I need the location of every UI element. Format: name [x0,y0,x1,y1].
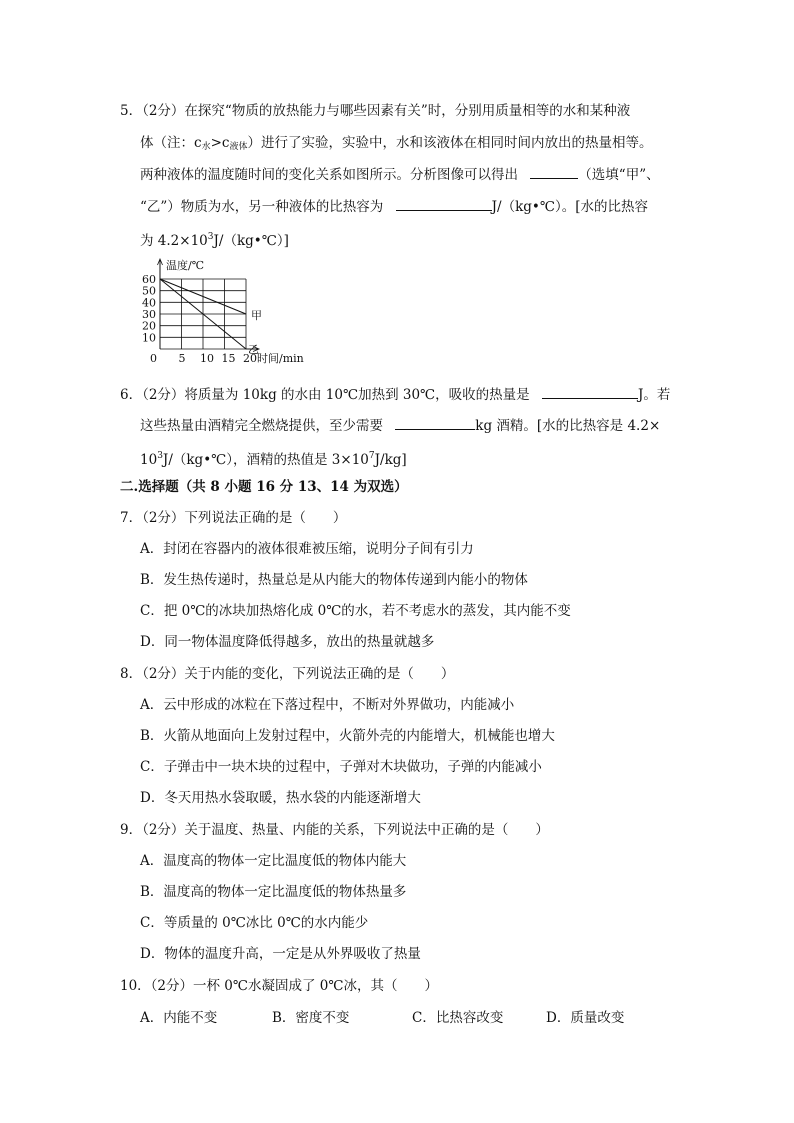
q5-line-1 [120,101,630,121]
q6-text: 6．（2分）将质量为 10kg 的水由 10℃加热到 30℃，吸收的热量是 [120,387,530,403]
q6-superscript: 3 [157,451,163,461]
q8-option-b[interactable]: B．火箭从地面向上发射过程中，火箭外壳的内能增大，机械能也增大 [140,728,555,744]
y-axis-label: 温度/℃ [166,259,205,272]
q6-superscript: 7 [368,451,375,461]
q6-text: J/kg] [374,452,407,468]
q6-text: J/（kg•℃），酒精的热值是 3×10 [162,452,369,468]
q9-option-d[interactable]: D．物体的温度升高，一定是从外界吸收了热量 [140,946,421,962]
q9-stem: 9．（2分）关于温度、热量、内能的关系，下列说法中正确的是（ ） [120,822,549,838]
q7-option-a[interactable]: A．封闭在容器内的液体很难被压缩，说明分子间有引力 [140,541,474,557]
q5-text: 为 4.2×10 [140,233,208,249]
chart-grid [158,259,260,352]
q6-answer-blank-2[interactable] [395,415,475,430]
q5-text: J/（kg•℃）] [213,233,289,249]
q10-option-a[interactable]: A．内能不变 [140,1010,218,1026]
x-tick-label: 20 [243,352,257,365]
q5-line-5 [140,227,289,251]
q5-text: “乙”）物质为水，另一种液体的比热容为 [140,199,384,215]
q7-stem: 7．（2分）下列说法正确的是（ ） [120,510,347,526]
x-tick-label: 5 [178,352,186,365]
q5-text: >c [210,135,230,151]
q10-option-b[interactable]: B．密度不变 [272,1010,350,1026]
x-tick-label: 10 [200,352,214,365]
q5-text: 两种液体的温度随时间的变化关系如图所示。分析图像可以得出 [140,167,518,183]
q5-answer-blank-1[interactable] [530,164,578,179]
q10-option-c[interactable]: C．比热容改变 [412,1010,504,1026]
q6-text: 这些热量由酒精完全燃烧提供，至少需要 [140,418,383,434]
q5-text: 5．（2分）在探究“物质的放热能力与哪些因素有关”时，分别用质量相等的水和某种液 [120,103,631,119]
q6-line-3 [140,446,407,470]
x-tick-label: 0 [150,352,157,365]
q5-subscript: 水 [201,142,211,152]
q10-stem: 10．（2分）一杯 0℃水凝固成了 0℃冰，其（ ） [120,978,438,994]
section-heading: 二.选择题（共 8 小题 16 分 13、14 为双选） [120,479,408,495]
q6-answer-blank-1[interactable] [542,384,638,399]
q7-option-b[interactable]: B．发生热传递时，热量总是从内能大的物体传递到内能小的物体 [140,572,528,588]
q8-option-d[interactable]: D．冬天用热水袋取暖，热水袋的内能逐渐增大 [140,790,421,806]
temperature-time-chart [140,258,340,368]
q9-option-a[interactable]: A．温度高的物体一定比温度低的物体内能大 [140,853,407,869]
q10-option-d[interactable]: D．质量改变 [546,1010,625,1026]
q5-text: 体（注：c [140,135,202,151]
q6-text: 10 [140,452,158,468]
q7-option-d[interactable]: D．同一物体温度降低得越多，放出的热量就越多 [140,634,435,650]
series-label: 甲 [251,309,262,322]
q5-line-2 [140,133,652,157]
q5-answer-blank-2[interactable] [396,196,492,211]
y-tick-label: 20 [142,319,156,333]
y-tick-label: 40 [142,296,156,310]
q9-option-b[interactable]: B．温度高的物体一定比温度低的物体热量多 [140,884,407,900]
q5-text: ）进行了实验，实验中，水和该液体在相同时间内放出的热量相等。 [247,135,653,151]
q6-text: J。若 [637,387,671,403]
q9-option-c[interactable]: C．等质量的 0℃冰比 0℃的水内能少 [140,915,369,931]
x-tick-label: 15 [221,352,236,365]
q6-line-2 [140,415,660,436]
q5-line-3 [140,164,660,185]
q6-text: kg 酒精。[水的比热容是 4.2× [475,418,661,434]
q8-stem: 8．（2分）关于内能的变化，下列说法正确的是（ ） [120,666,455,682]
q5-text: （选填“甲”、 [578,167,660,183]
q5-text: J/（kg•℃）。[水的比热容 [491,199,648,215]
y-tick-label: 30 [142,308,156,321]
q6-line-1 [120,384,670,405]
q5-line-4 [140,196,648,217]
series-label: 乙 [248,343,259,356]
q7-option-c[interactable]: C．把 0℃的冰块加热熔化成 0℃的水，若不考虑水的蒸发，其内能不变 [140,603,571,619]
y-tick-label: 50 [142,284,156,298]
y-tick-label: 10 [142,331,156,345]
q8-option-c[interactable]: C．子弹击中一块木块的过程中，子弹对木块做功，子弹的内能减小 [140,759,542,775]
q5-subscript: 液体 [229,142,248,152]
x-axis-label: 时间/min [257,352,304,365]
y-tick-label: 60 [142,273,156,286]
q5-superscript: 3 [207,232,214,242]
q8-option-a[interactable]: A．云中形成的冰粒在下落过程中，不断对外界做功，内能减小 [140,697,515,713]
